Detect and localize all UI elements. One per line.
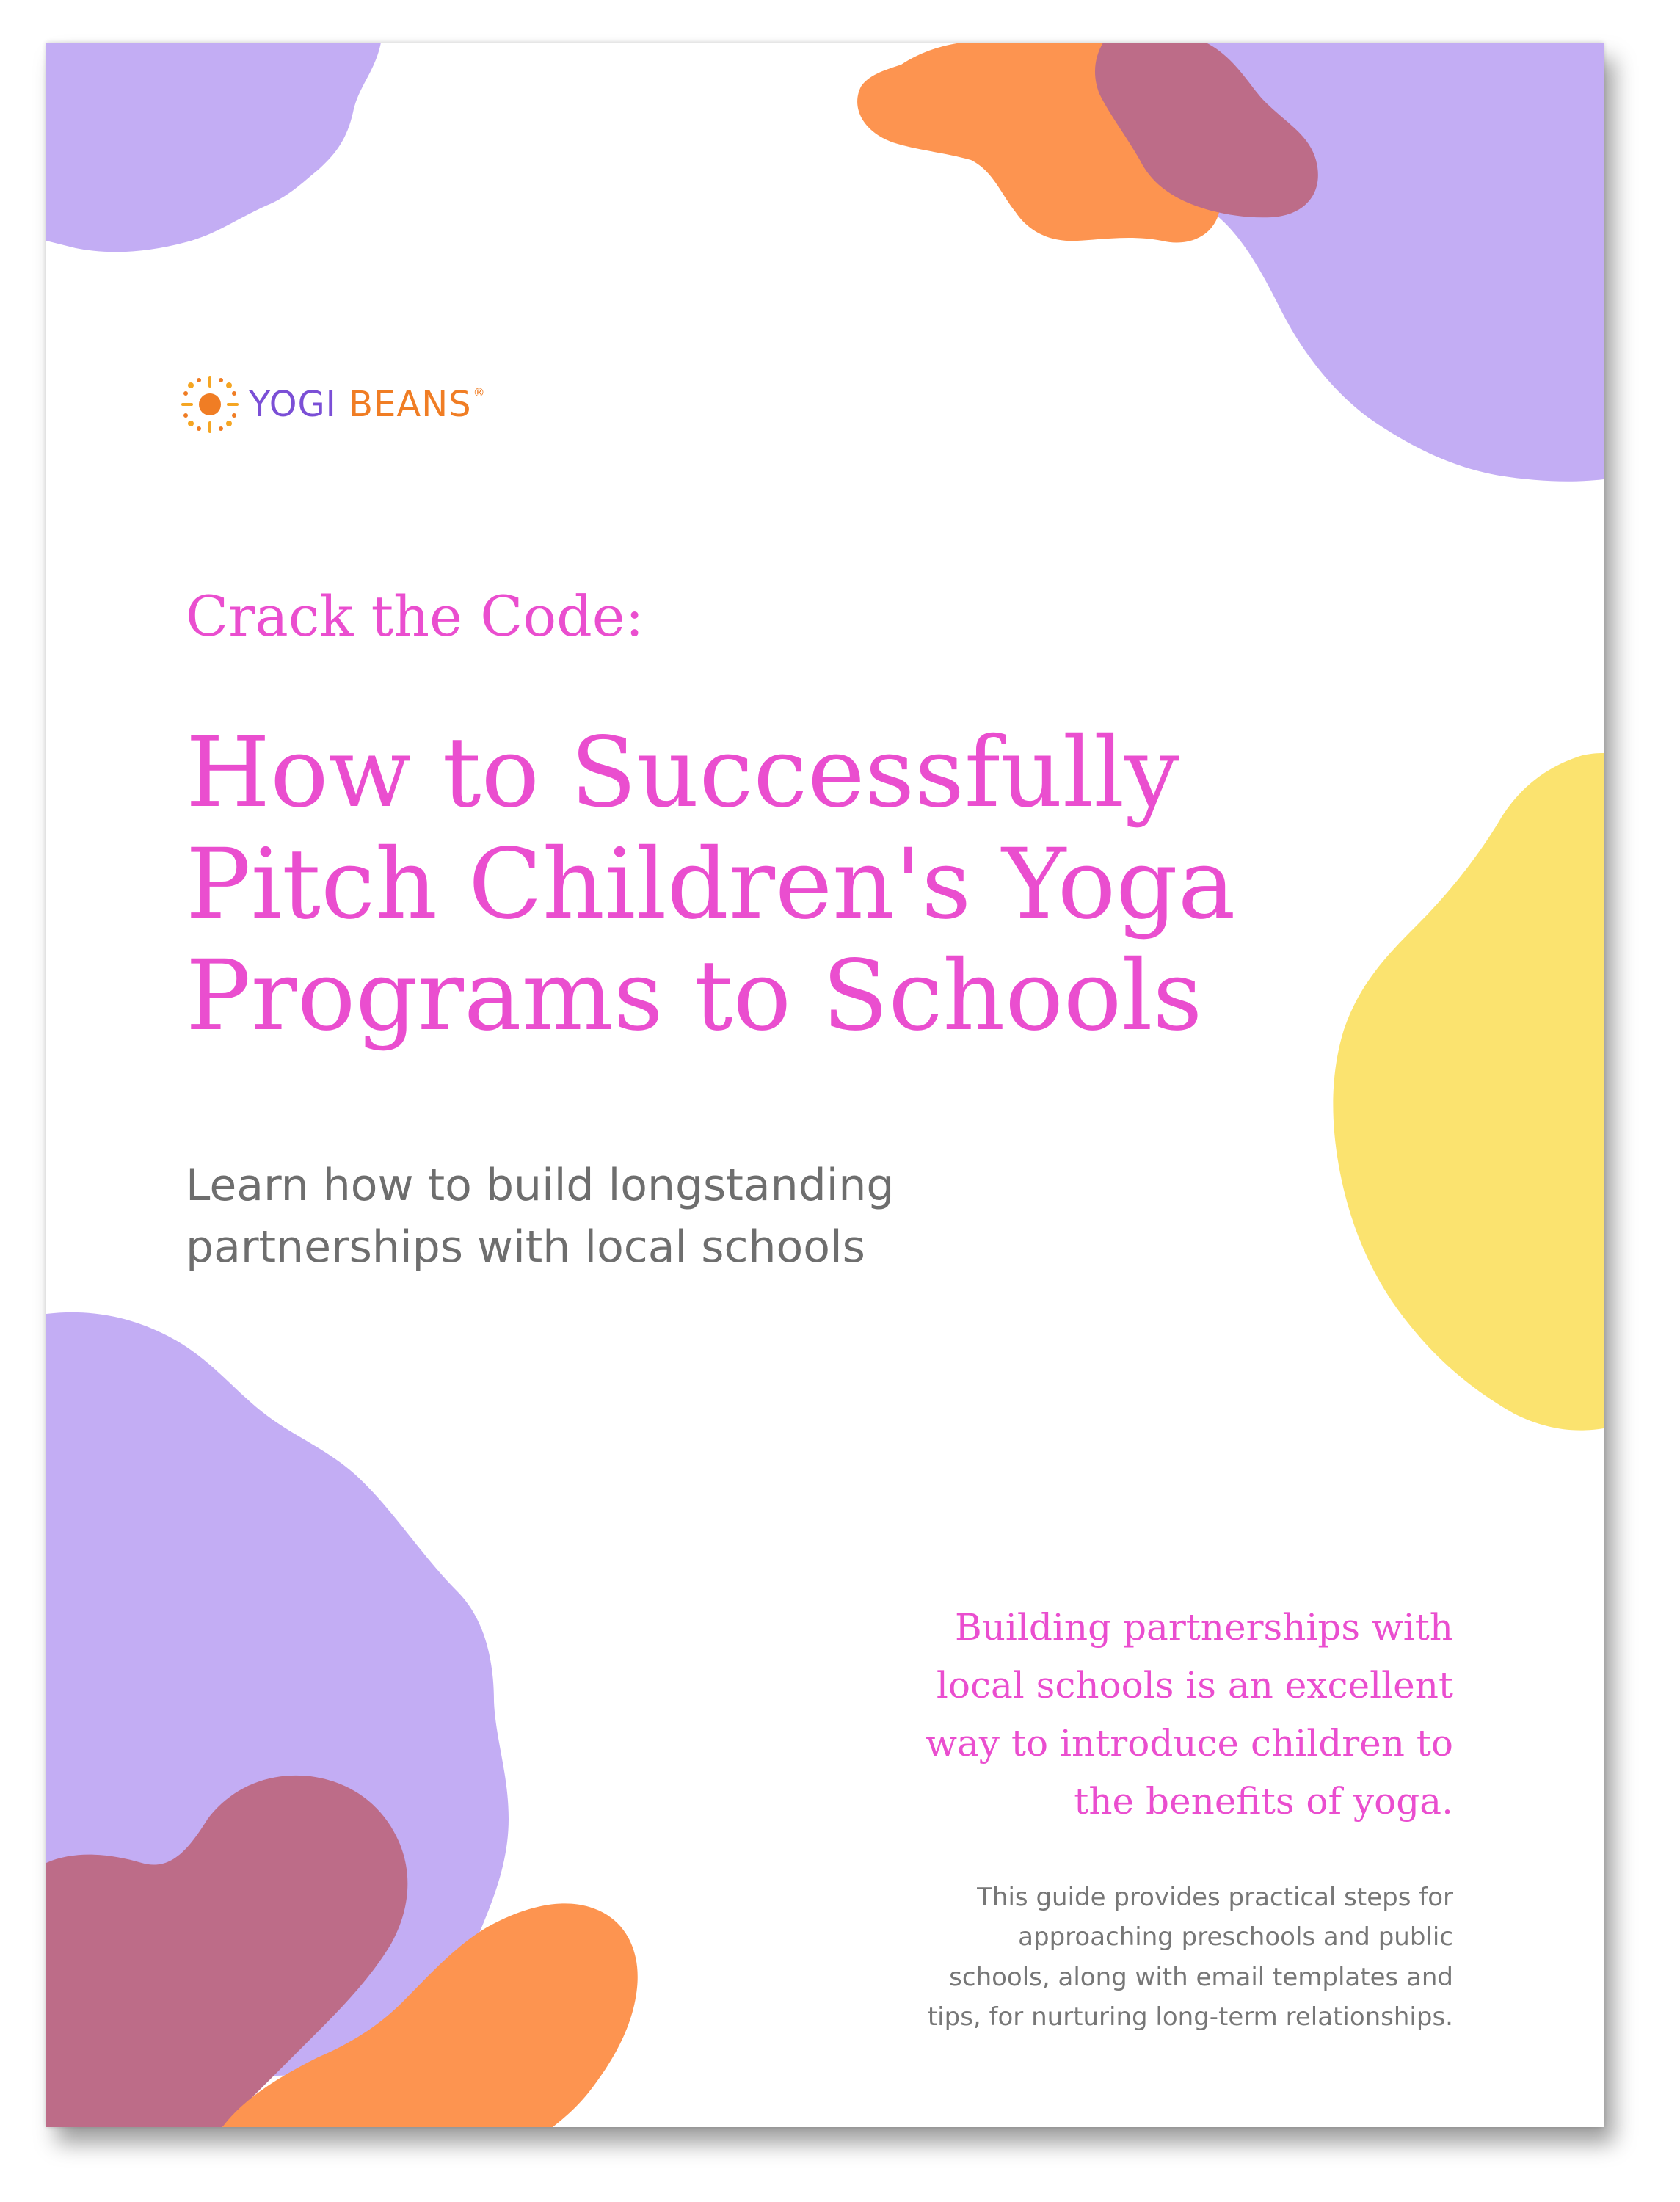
subtitle-line: partnerships with local schools xyxy=(186,1221,865,1273)
cover-kicker: Crack the Code: xyxy=(186,584,644,649)
brand-logo xyxy=(178,371,486,437)
pull-quote-line: way to introduce children to xyxy=(926,1722,1453,1765)
brand-name-beans: BEANS xyxy=(349,384,472,425)
headline-line: Pitch Children's Yoga xyxy=(186,827,1236,941)
description-line: This guide provides practical steps for xyxy=(977,1883,1453,1912)
description-line: approaching preschools and public xyxy=(1018,1922,1453,1952)
headline-line: How to Successfully xyxy=(186,716,1179,829)
description-line: tips, for nurturing long-term relationships. xyxy=(927,2002,1453,2032)
pull-quote xyxy=(719,1599,1453,1831)
sun-icon xyxy=(178,373,241,436)
registered-mark: ® xyxy=(473,385,486,399)
pull-quote-line: the benefits of yoga. xyxy=(1074,1780,1453,1823)
brand-wordmark xyxy=(249,384,486,425)
subtitle-line: Learn how to build longstanding xyxy=(186,1160,895,1211)
pull-quote-line: local schools is an excellent xyxy=(936,1664,1453,1707)
cover-headline xyxy=(186,718,1477,1052)
cover-page xyxy=(46,43,1604,2127)
guide-description xyxy=(793,1878,1453,2038)
lavender-blob-top-left xyxy=(46,43,381,252)
pull-quote-line: Building partnerships with xyxy=(954,1606,1453,1649)
brand-name-yogi: YOGI xyxy=(249,384,337,425)
description-line: schools, along with email templates and xyxy=(949,1962,1453,1992)
headline-line: Programs to Schools xyxy=(186,939,1203,1053)
cover-subtitle xyxy=(186,1155,1140,1278)
